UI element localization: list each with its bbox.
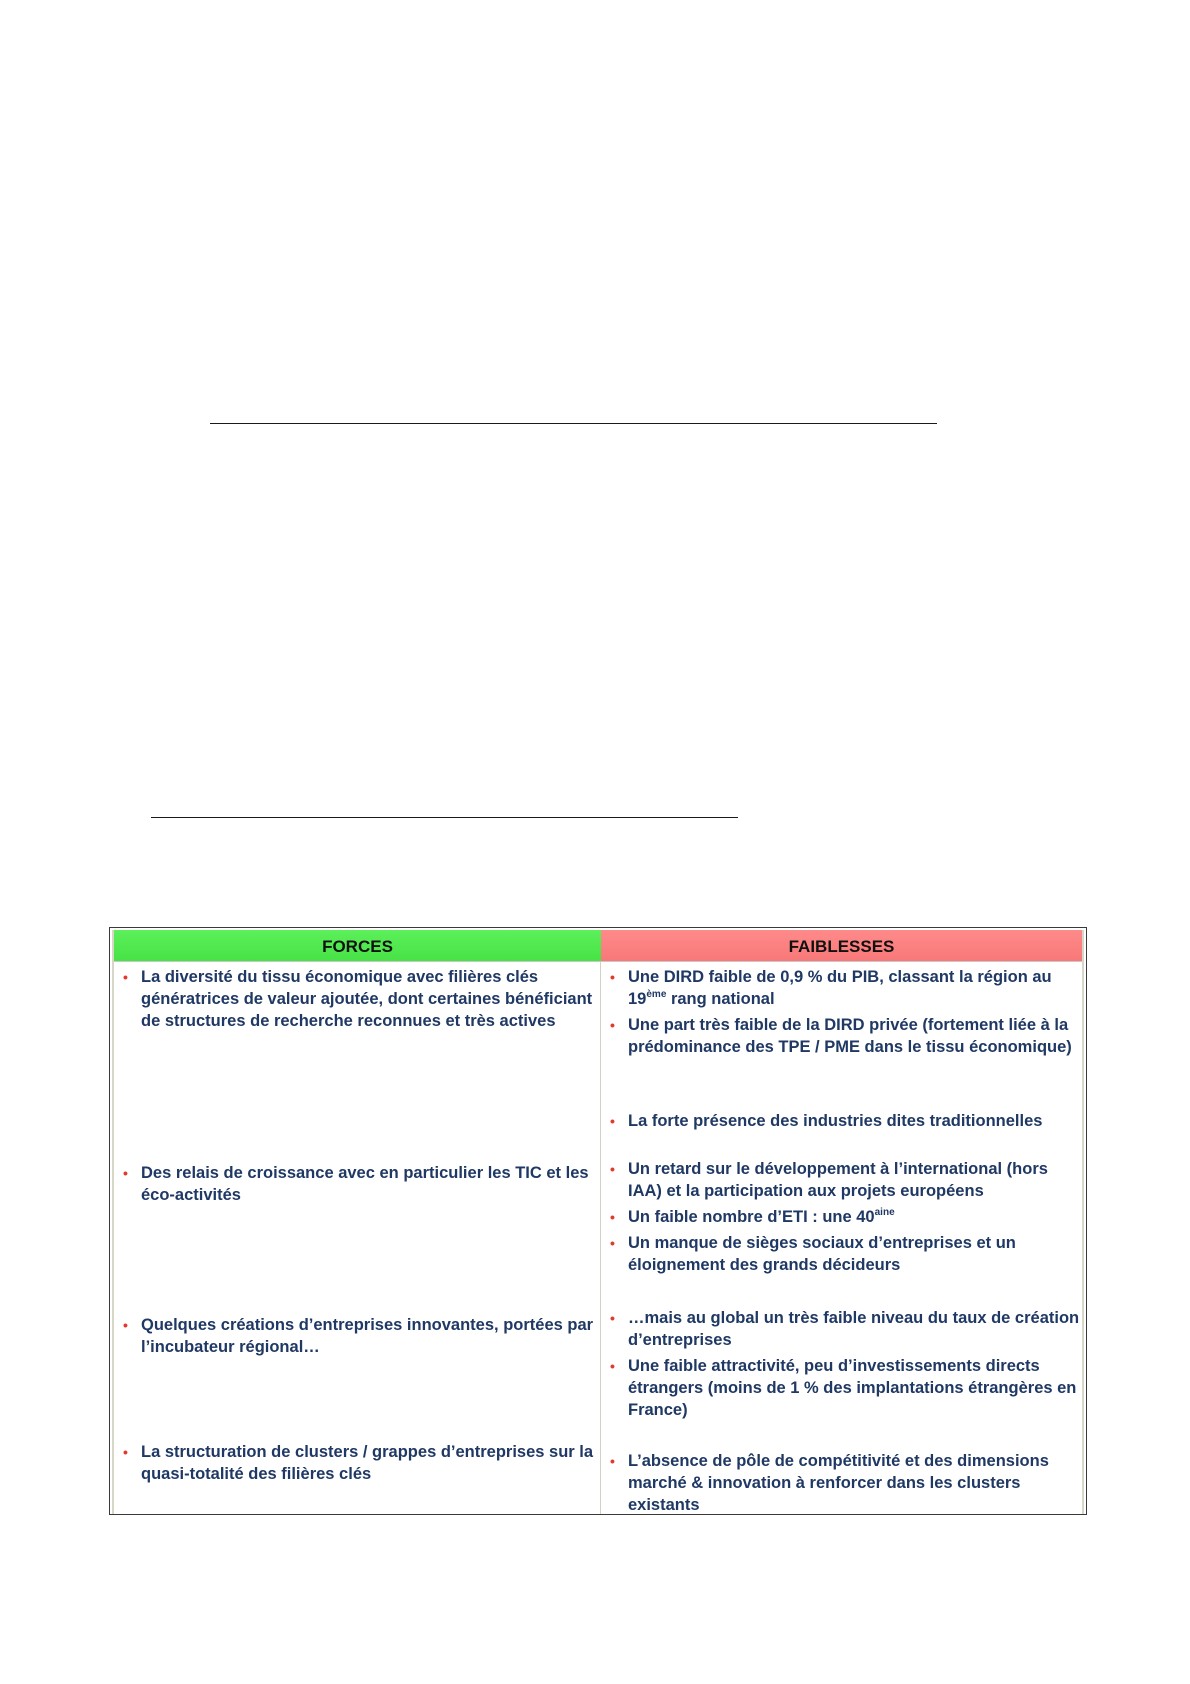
faiblesses-item-text: L’absence de pôle de compétitivité et des dimensions marché & innovation à renforcer dans les clusters existants — [628, 1452, 1049, 1514]
bullet-icon: • — [123, 1165, 128, 1181]
forces-item-text: La structuration de clusters / grappes d’entreprises sur la quasi-totalité des filières clés — [141, 1443, 594, 1483]
forces-item — [114, 1314, 601, 1358]
faiblesses-item-text: Une DIRD faible de 0,9 % du PIB, classant la région au 19ème rang national — [628, 968, 1052, 1008]
faiblesses-item-text: Un manque de sièges sociaux d’entreprises et un éloignement des grands décideurs — [628, 1234, 1016, 1274]
bullet-icon: • — [610, 1113, 615, 1129]
bullet-icon: • — [123, 969, 128, 985]
bullet-icon: • — [610, 1161, 615, 1177]
faiblesses-item — [601, 1355, 1084, 1421]
faiblesses-item — [601, 1014, 1084, 1058]
bullet-icon: • — [610, 1209, 615, 1225]
faiblesses-item — [601, 1158, 1084, 1202]
bullet-icon: • — [610, 1235, 615, 1251]
faiblesses-item-text: Un faible nombre d’ETI : une $40^{aine}$ — [628, 1207, 895, 1226]
swot-table — [109, 927, 1087, 1515]
forces-item — [114, 966, 601, 1032]
bullet-icon: • — [123, 1444, 128, 1460]
swot-table-body — [112, 930, 1084, 1514]
bullet-icon: • — [123, 1317, 128, 1333]
faiblesses-item — [601, 966, 1084, 1010]
horizontal-rule-middle — [151, 817, 738, 818]
faiblesses-item — [601, 1110, 1084, 1132]
faiblesses-item-text: Une faible attractivité, peu d’investissements directs étrangers (moins de 1 % des implantations étrangères en France) — [628, 1357, 1077, 1419]
forces-item — [114, 1441, 601, 1485]
faiblesses-item — [601, 1307, 1084, 1351]
forces-item — [114, 1162, 601, 1206]
forces-header: FORCES — [114, 930, 601, 962]
horizontal-rule-top — [210, 423, 937, 424]
forces-item-text: Quelques créations d’entreprises innovantes, portées par l’incubateur régional… — [141, 1316, 594, 1356]
bullet-icon: • — [610, 1017, 615, 1033]
faiblesses-item-text: …mais au global un très faible niveau du taux de création d’entreprises — [628, 1309, 1080, 1349]
bullet-icon: • — [610, 1453, 615, 1469]
faiblesses-item — [601, 1232, 1084, 1276]
faiblesses-item — [601, 1206, 1084, 1228]
forces-item-text: Des relais de croissance avec en particulier les TIC et les éco-activités — [141, 1164, 589, 1204]
faiblesses-item-text: Un retard sur le développement à l’international (hors IAA) et la participation aux projets européens — [628, 1160, 1048, 1200]
faiblesses-header: FAIBLESSES — [601, 930, 1082, 962]
forces-item-text: La diversité du tissu économique avec filières clés génératrices de valeur ajoutée, dont certaines bénéficiant de structures de recherche reconnues et très actives — [141, 968, 593, 1030]
faiblesses-item-text: Une part très faible de la DIRD privée (fortement liée à la prédominance des TPE / PME dans le tissu économique) — [628, 1016, 1072, 1056]
bullet-icon: • — [610, 969, 615, 985]
bullet-icon: • — [610, 1310, 615, 1326]
faiblesses-item — [601, 1450, 1084, 1515]
faiblesses-item-text: La forte présence des industries dites traditionnelles — [628, 1112, 1043, 1130]
bullet-icon: • — [610, 1358, 615, 1374]
